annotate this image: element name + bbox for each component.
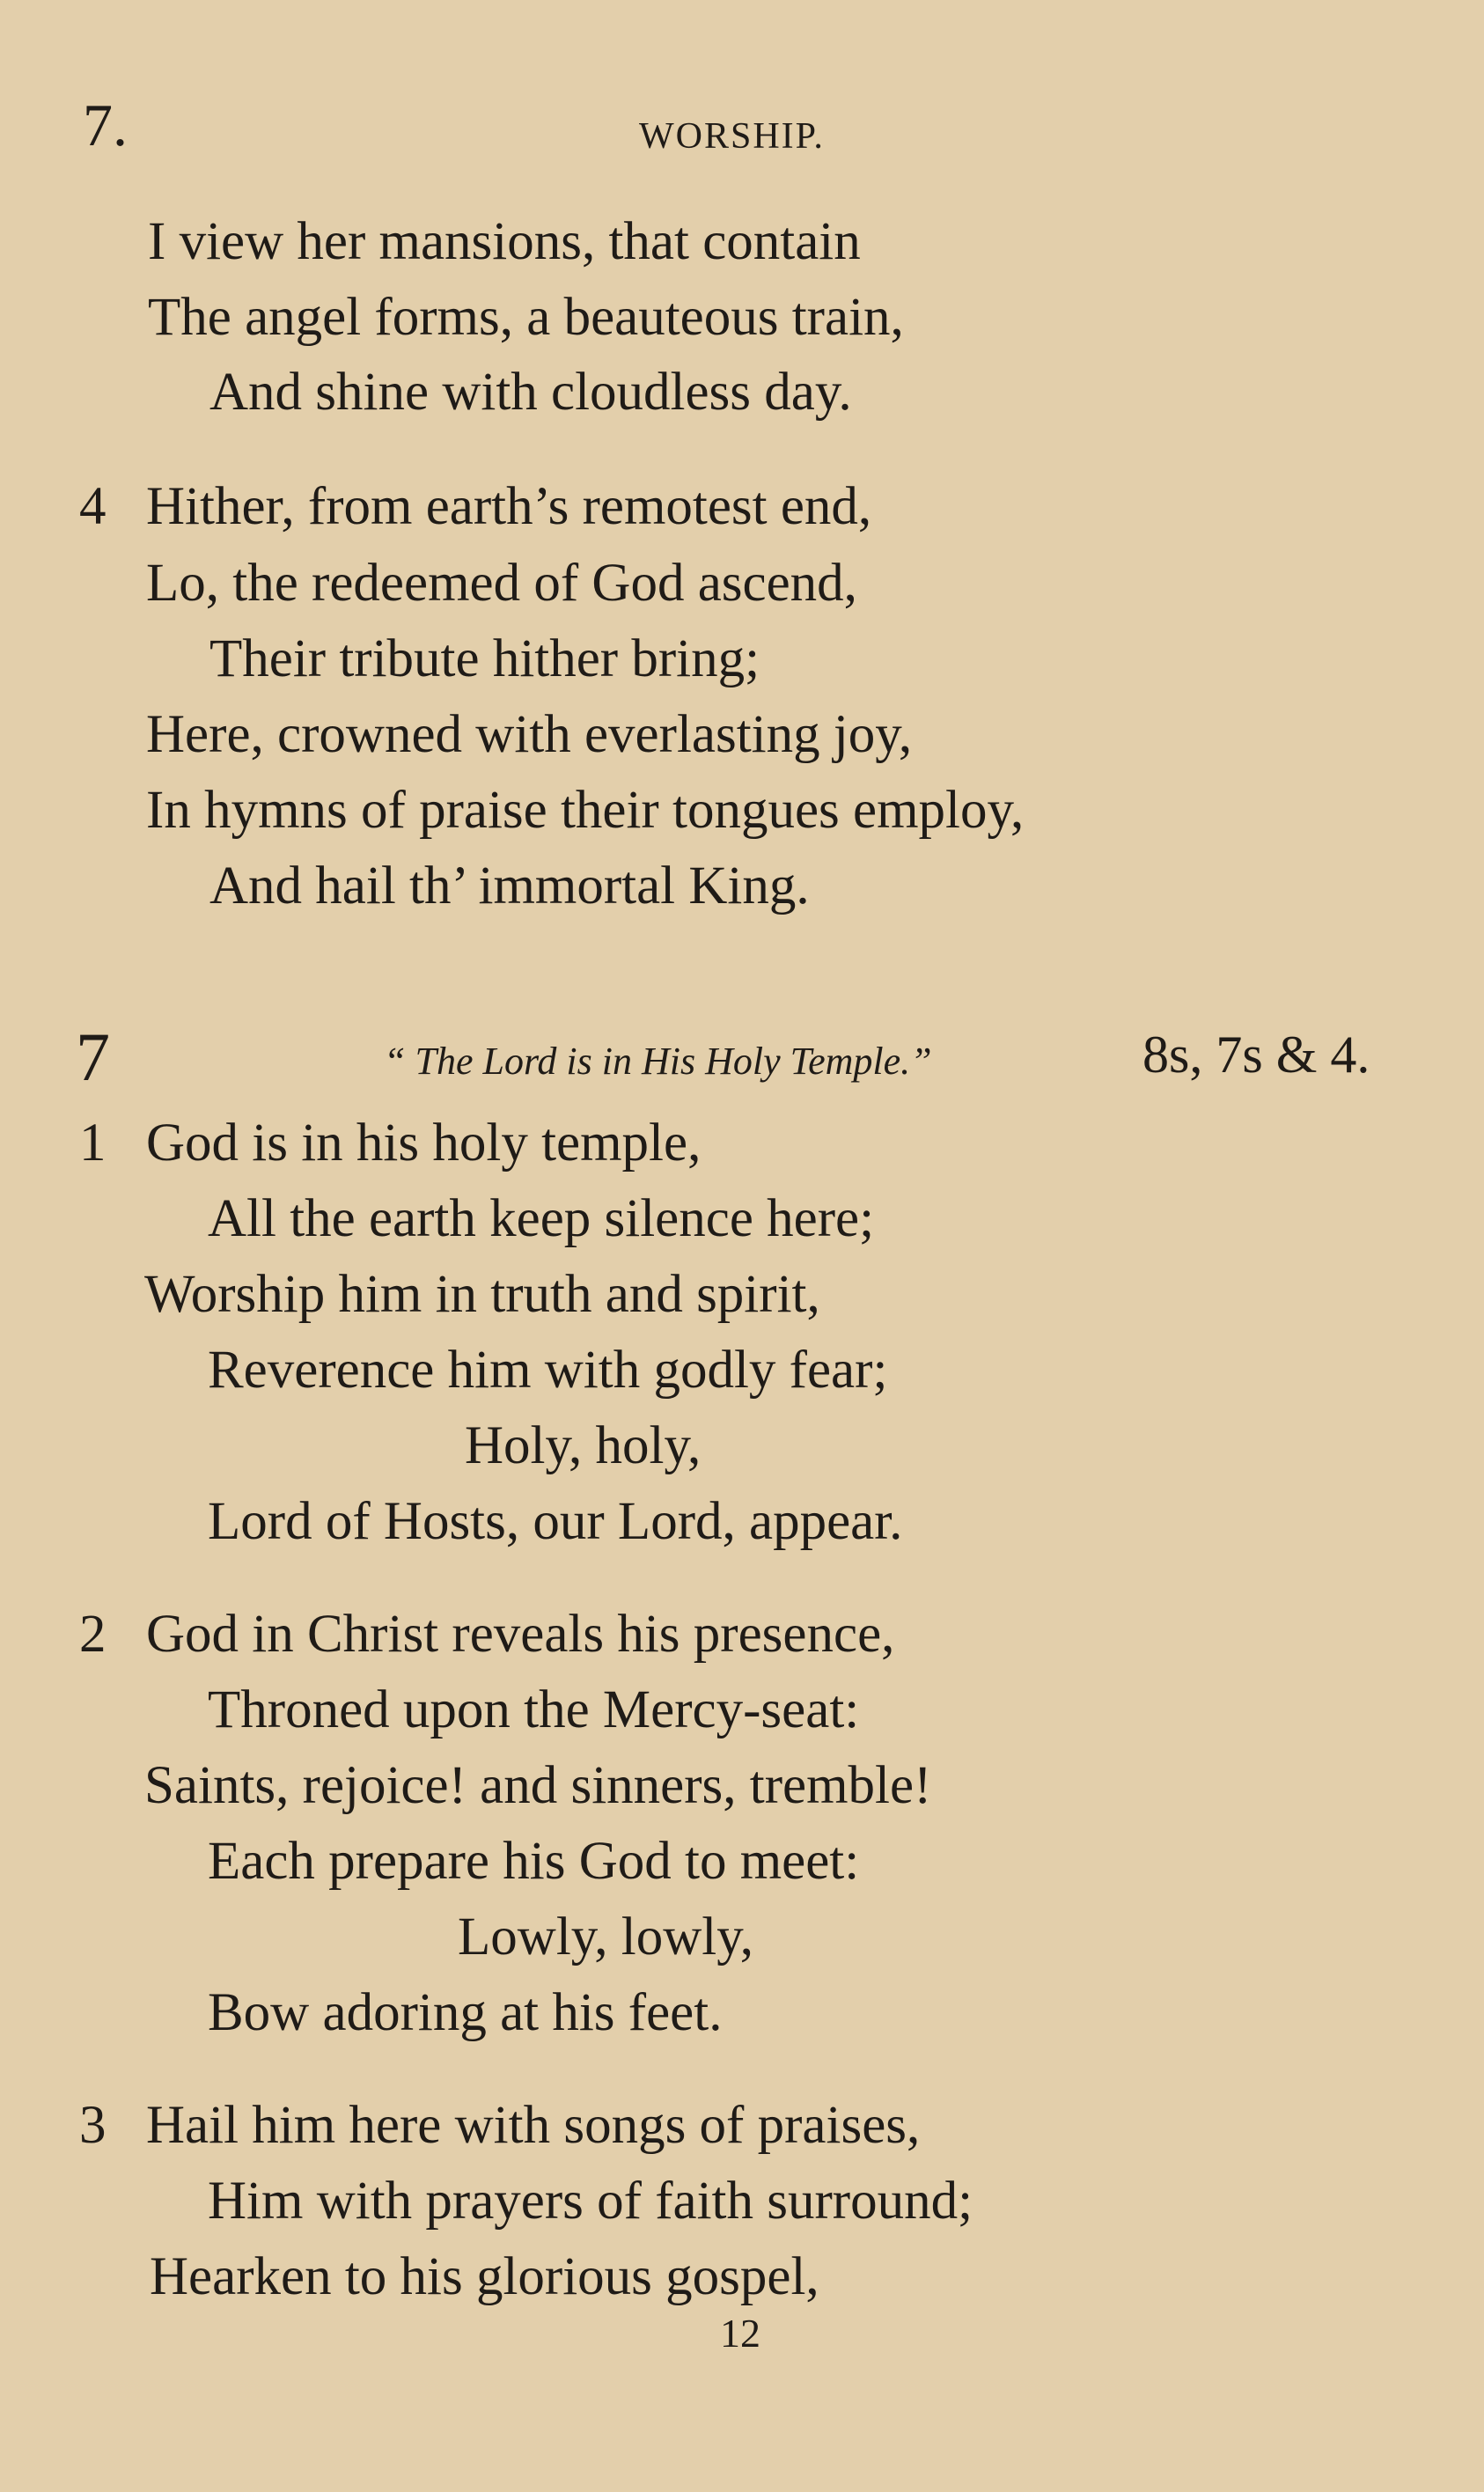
verse-line: And shine with cloudless day. xyxy=(209,363,852,422)
verse-line: Hail him here with songs of praises, xyxy=(146,2096,921,2155)
verse-number: 4 xyxy=(79,477,107,536)
verse-line: Holy, holy, xyxy=(465,1416,702,1475)
verse-line: Him with prayers of faith surround; xyxy=(208,2172,973,2231)
verse-number: 1 xyxy=(79,1114,107,1172)
page-number: 12 xyxy=(720,2311,760,2356)
hymn-number: 7 xyxy=(76,1018,110,1095)
verse-line: In hymns of praise their tongues employ, xyxy=(146,781,1025,840)
verse-line: I view her mansions, that contain xyxy=(148,212,861,271)
verse-line: God is in his holy temple, xyxy=(146,1114,702,1172)
verse-line: Reverence him with godly fear; xyxy=(208,1341,888,1400)
verse-line: Worship him in truth and spirit, xyxy=(144,1265,820,1324)
verse-line: Throned upon the Mercy-seat: xyxy=(208,1680,860,1739)
verse-line: God in Christ reveals his presence, xyxy=(146,1605,895,1664)
verse-line: Here, crowned with everlasting joy, xyxy=(146,705,913,764)
verse-line: Lo, the redeemed of God ascend, xyxy=(146,554,857,613)
verse-number: 2 xyxy=(79,1605,107,1664)
verse-number: 3 xyxy=(79,2096,107,2155)
verse-line: Saints, rejoice! and sinners, tremble! xyxy=(144,1756,932,1815)
verse-line: All the earth keep silence here; xyxy=(208,1189,875,1248)
running-header: WORSHIP. xyxy=(639,116,825,157)
verse-line: Each prepare his God to meet: xyxy=(208,1832,860,1891)
verse-line: Bow adoring at his feet. xyxy=(208,1983,723,2042)
verse-line: Their tribute hither bring; xyxy=(209,629,760,688)
verse-line: Lowly, lowly, xyxy=(458,1908,754,1966)
verse-line: And hail th’ immortal King. xyxy=(209,856,810,915)
verse-line: Lord of Hosts, our Lord, appear. xyxy=(208,1492,903,1551)
header-number: 7. xyxy=(83,92,128,158)
hymn-meter: 8s, 7s & 4. xyxy=(1142,1025,1370,1084)
verse-line: Hearken to his glorious gospel, xyxy=(150,2247,819,2306)
verse-line: The angel forms, a beauteous train, xyxy=(148,288,904,347)
verse-line: Hither, from earth’s remotest end, xyxy=(146,477,872,536)
hymn-title: “ The Lord is in His Holy Temple.” xyxy=(384,1040,932,1083)
